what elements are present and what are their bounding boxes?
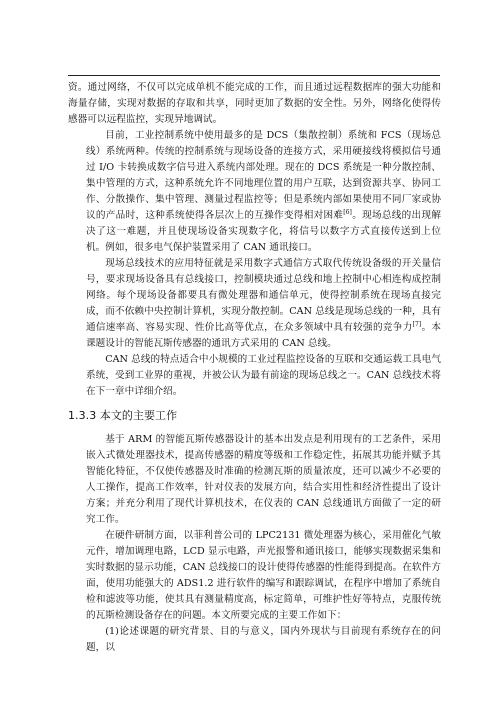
paragraph-text: 在硬件研制方面，以菲利普公司的 LPC2131 微处理器为核心，采用催化气敏元件，增加调理电路，LCD 显示电路，声光报警和通讯接口，能够实现数据采集和实时数据的显示功能，CAN 总线接口的设计使得传感器的性能得到提高。在软件方面，使用功能强大的 ADS1.2 进行软件的编写和跟踪调试，在程序中增加了系统自检和滤波等功能，使其具有测量精度高，标定简单，可维护性好等特点，克服传统的瓦斯检测设备存在的问题。本文所要完成的主要工作如下： <box>86 530 441 621</box>
paragraph-can <box>86 352 441 400</box>
paragraph-fieldbus <box>86 256 441 352</box>
paragraph-text: 现场总线技术的应用特征就是采用数字式通信方式取代传统设备级的开关量信号，要求现场设备具有总线接口，控制模块通过总线和地上控制中心相连构成控制网络。每个现场设备都要具有微处理器和通信单元，使得控制系统在现场直接完成，而不依赖中央控制计算机，实现分散控制。CAN 总线是现场总线的一种，具有通信速率高、容易实现、性价比高等优点，在众多领域中具有较强的竞争力 <box>86 258 441 333</box>
citation-ref[interactable]: [7] <box>412 320 422 328</box>
paragraph-text: 。现场总线的出现解决了这一难题，并且使现场设备实现数字化，将信号以数字方式直接传送到上位机。例如，很多电气保护装置采用了 CAN 通讯接口。 <box>86 210 441 253</box>
paragraph-text: CAN 总线的特点适合中小规模的工业过程监控设备的互联和交通运载工具电气系统，受到工业界的重视，并被公认为最有前途的现场总线之一。CAN 总线技术将在下一章中详细介绍。 <box>86 354 441 397</box>
paragraph-text: 。本课题设计的智能瓦斯传感器的通讯方式采用的 CAN 总线。 <box>86 322 441 349</box>
paragraph-arm-design <box>86 432 441 528</box>
paragraph-text: 目前，工业控制系统中使用最多的是 DCS（集散控制）系统和 FCS（现场总线）系统两种。传统的控制系统与现场设备的连接方式，采用硬接线将模拟信号通过 I/O 卡转换成数字信号进入系统内部处理。现在的 DCS 系统是一种分散控制、集中管理的方式，这种系统允许不同地理位置的用户互联，达到资源共享、协同工作、分散操作、集中管理、测量过程监控等；但是系统内部如果使用不同厂家或协议的产品时，这种系统使得各层次上的互操作变得相对困难 <box>86 130 441 221</box>
paragraph-text: 基于 ARM 的智能瓦斯传感器设计的基本出发点是利用现有的工艺条件，采用嵌入式微处理器技术，提高传感器的精度等级和工作稳定性，拓展其功能并赋予其智能化特征，不仅使传感器及时准确的检测瓦斯的质量浓度，还可以减少不必要的人工操作，提高工作效率，针对仪表的发展方向，结合实用性和经济性提出了设计方案；并充分利用了现代计算机技术，在仪表的 CAN 总线通讯方面做了一定的研究工作。 <box>86 434 441 525</box>
paragraph-dcs-fcs <box>86 128 441 256</box>
list-item-text: (1)论述课题的研究背景、目的与意义，国内外现状与目前现有系统存在的问题，以 <box>86 626 441 653</box>
paragraph-hardware-software <box>86 528 441 624</box>
list-item <box>86 624 441 656</box>
citation-ref[interactable]: [6] <box>343 208 352 216</box>
body-text <box>68 80 441 656</box>
paragraph-text: 资。通过网络，不仅可以完成单机不能完成的工作，而且通过远程数据库的强大功能和海量存储，实现对数据的存取和共享，同时更加了数据的安全性。另外，网络化使得传感器可以远程监控，实现异地调试。 <box>68 82 441 125</box>
section-number: 1.3.3 <box>68 409 97 422</box>
section-heading <box>68 408 441 424</box>
header-rule <box>68 75 440 76</box>
section-title: 本文的主要工作 <box>99 409 178 422</box>
paragraph-continuation <box>68 80 441 128</box>
